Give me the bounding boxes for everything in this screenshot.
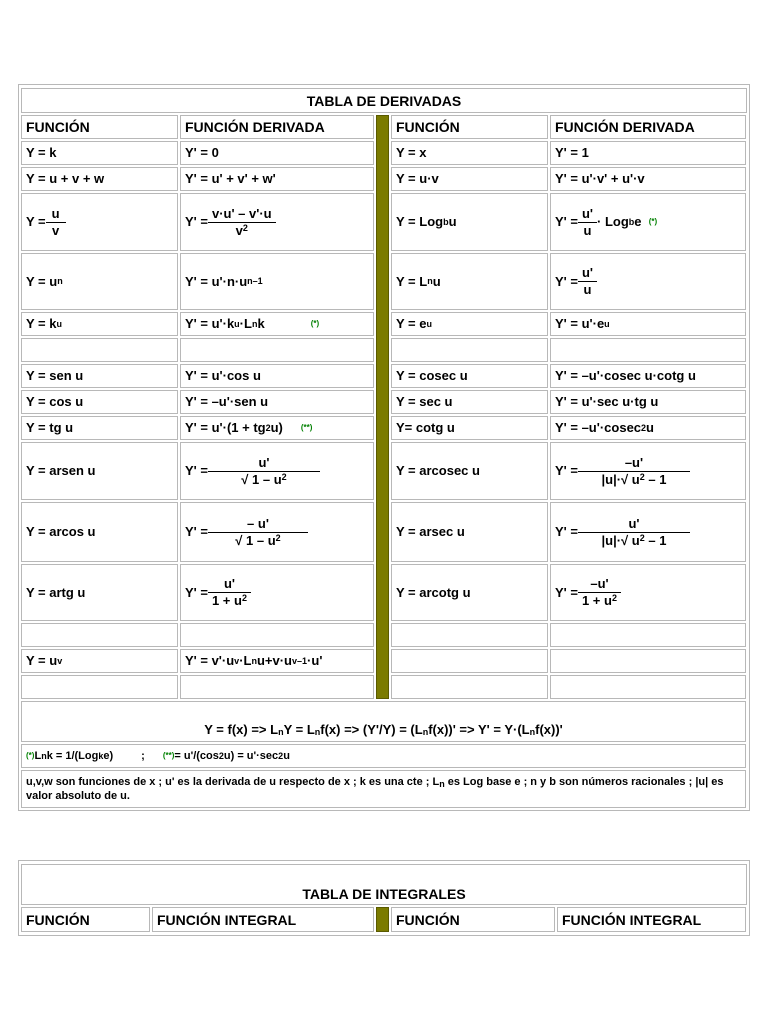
row8-function-right: Y = sec u — [391, 390, 548, 414]
fraction-quotient-rule: $\frac{v\cdot u' - v'\cdot u}{v^2}$ — [208, 207, 276, 238]
row7-function-right: Y = cosec u — [391, 364, 548, 388]
integrals-header-integral-left: FUNCIÓN INTEGRAL — [152, 907, 374, 932]
row10-function-right: Y = arcosec u — [391, 442, 548, 500]
row2-derivative-right: Y' = u'·v' + u'·v — [550, 167, 746, 191]
footnote-single-marker: (*) — [26, 751, 35, 760]
row6-empty-2 — [180, 338, 374, 362]
row8-derivative-left: Y' = –u'·sen u — [180, 390, 374, 414]
row3-function-left: Y = $\frac{u}{v}$ — [21, 193, 178, 251]
row2-function-left: Y = u + v + w — [21, 167, 178, 191]
fraction-u-prime-over-u: $\frac{u'}{u}$ — [578, 207, 597, 238]
integrals-header-integral-right: FUNCIÓN INTEGRAL — [557, 907, 746, 932]
row12-derivative-right: Y' = $\frac{-u'}{1 + u^2}$ — [550, 564, 746, 621]
row14-function-left: Y = u v — [21, 649, 178, 673]
row3-function-right: Y = Log b u — [391, 193, 548, 251]
row1-derivative-left: Y' = 0 — [180, 141, 374, 165]
fraction-arctg: $\frac{u'}{1 + u^2}$ — [208, 577, 251, 608]
header-function-left: FUNCIÓN — [21, 115, 178, 139]
row14-derivative-left: Y' = v'·u v ·L n u+v·u v–1 ·u' — [180, 649, 374, 673]
fraction-ln-derivative: $\frac{u'}{u}$ — [578, 266, 597, 297]
row3-derivative-right: Y' = $\frac{u'}{u}$ · Log b e (*) — [550, 193, 746, 251]
derivatives-title-text: TABLA DE DERIVADAS — [306, 92, 462, 109]
footnote-double-marker: (**) — [162, 751, 175, 760]
row6-empty-3 — [391, 338, 548, 362]
row1-function-left: Y = k — [21, 141, 178, 165]
row6-empty-1 — [21, 338, 178, 362]
row2-derivative-left: Y' = u' + v' + w' — [180, 167, 374, 191]
integrals-column-separator — [376, 907, 389, 932]
header-function-right: FUNCIÓN — [391, 115, 548, 139]
integrals-title — [21, 864, 747, 905]
fraction-arcsec: $\frac{u'}{|u|\cdot√ u^2 - 1}$ — [578, 517, 690, 548]
row12-derivative-left: Y' = $\frac{u'}{1 + u^2}$ — [180, 564, 374, 621]
note-marker-double: (**) — [300, 423, 313, 432]
row15-empty-3 — [391, 675, 548, 699]
note-marker-single: (*) — [310, 319, 320, 328]
header-derivative-left: FUNCIÓN DERIVADA — [180, 115, 374, 139]
row15-empty-4 — [550, 675, 746, 699]
column-separator — [376, 115, 389, 699]
row5-derivative-left: Y' = u'·k u ·L n k (*) — [180, 312, 374, 336]
row9-derivative-right: Y' = –u'·cosec 2 u — [550, 416, 746, 440]
derivatives-title — [21, 88, 747, 113]
row7-derivative-right: Y' = –u'·cosec u·cotg u — [550, 364, 746, 388]
row4-function-right: Y = L n u — [391, 253, 548, 310]
row11-derivative-right: Y' = $\frac{u'}{|u|\cdot√ u^2 - 1}$ — [550, 502, 746, 562]
row4-derivative-left: Y' = u'·n·u n–1 — [180, 253, 374, 310]
row12-function-right: Y = arcotg u — [391, 564, 548, 621]
fraction-arccotg: $\frac{-u'}{1 + u^2}$ — [578, 577, 621, 608]
row1-derivative-right: Y' = 1 — [550, 141, 746, 165]
footnotes-row: (*) L n k = 1/(Log k e) ; (**) = u'/(cos 2 u) = u'·sec 2 u — [21, 744, 746, 768]
note-marker-single: (*) — [648, 217, 658, 226]
row14-empty-3 — [391, 649, 548, 673]
row7-function-left: Y = sen u — [21, 364, 178, 388]
row5-function-right: Y = e u — [391, 312, 548, 336]
row7-derivative-left: Y' = u'·cos u — [180, 364, 374, 388]
row15-empty-2 — [180, 675, 374, 699]
header-derivative-right: FUNCIÓN DERIVADA — [550, 115, 746, 139]
row10-derivative-left: Y' = $\frac{u'}{√ 1 - u^2}$ — [180, 442, 374, 500]
row1-function-right: Y = x — [391, 141, 548, 165]
row11-function-left: Y = arcos u — [21, 502, 178, 562]
integrals-header-function-left: FUNCIÓN — [21, 907, 150, 932]
fraction-arccosec: $\frac{-u'}{|u|\cdot√ u^2 - 1}$ — [578, 456, 690, 487]
row12-function-left: Y = artg u — [21, 564, 178, 621]
row6-empty-4 — [550, 338, 746, 362]
fraction-arccos: $\frac{- u'}{√ 1 - u^2}$ — [208, 517, 308, 548]
row13-empty-4 — [550, 623, 746, 647]
row13-empty-3 — [391, 623, 548, 647]
row9-derivative-left: Y' = u'·(1 + tg 2 u) (**) — [180, 416, 374, 440]
row9-function-left: Y = tg u — [21, 416, 178, 440]
fraction-u-over-v: $\frac{u}{v}$ — [46, 207, 66, 238]
row2-function-right: Y = u·v — [391, 167, 548, 191]
fraction-arcsin: $\frac{u'}{√ 1 - u^2}$ — [208, 456, 320, 487]
legend-explanation: u,v,w son funciones de x ; u' es la derivada de u respecto de x ; k es una cte ; Ln es Log base e ; n y b son números racionales ; |u| es valor absoluto de u. — [21, 770, 746, 808]
row15-empty-1 — [21, 675, 178, 699]
row3-derivative-left: Y' = $\frac{v\cdot u' - v'\cdot u}{v^2}$ — [180, 193, 374, 251]
row4-function-left: Y = u n — [21, 253, 178, 310]
row8-function-left: Y = cos u — [21, 390, 178, 414]
integrals-title-text: TABLA DE INTEGRALES — [302, 886, 466, 902]
row4-derivative-right: Y' = $\frac{u'}{u}$ — [550, 253, 746, 310]
row10-function-left: Y = arsen u — [21, 442, 178, 500]
row5-derivative-right: Y' = u'·e u — [550, 312, 746, 336]
logarithmic-derivative-rule: Y = f(x) => L n Y = L n f(x) => (Y'/Y) = (L n f(x))' => Y' = Y·(L n f(x))' — [21, 701, 746, 742]
row13-empty-2 — [180, 623, 374, 647]
row5-function-left: Y = k u — [21, 312, 178, 336]
row8-derivative-right: Y' = u'·sec u·tg u — [550, 390, 746, 414]
row14-empty-4 — [550, 649, 746, 673]
row11-derivative-left: Y' = $\frac{- u'}{√ 1 - u^2}$ — [180, 502, 374, 562]
row11-function-right: Y = arsec u — [391, 502, 548, 562]
row13-empty-1 — [21, 623, 178, 647]
integrals-header-function-right: FUNCIÓN — [391, 907, 555, 932]
row10-derivative-right: Y' = $\frac{-u'}{|u|\cdot√ u^2 - 1}$ — [550, 442, 746, 500]
row9-function-right: Y= cotg u — [391, 416, 548, 440]
